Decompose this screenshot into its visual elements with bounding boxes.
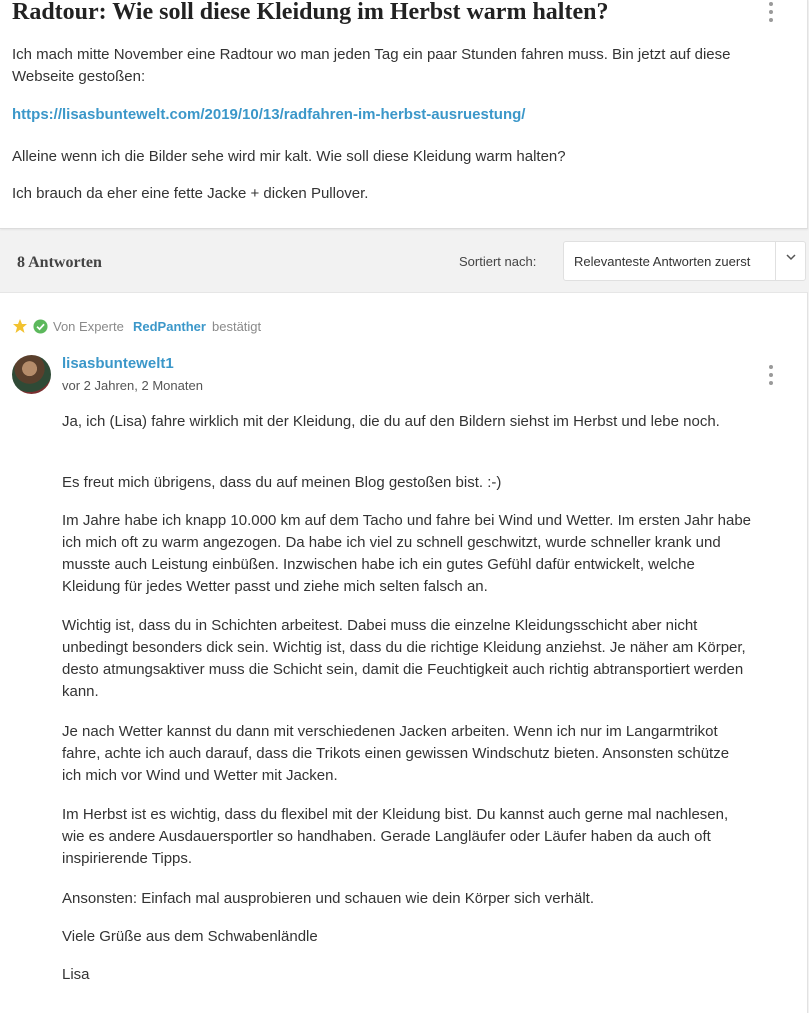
answer-paragraph-6: Im Herbst ist es wichtig, dass du flexibel mit der Kleidung bist. Du kannst auch gerne mal nachlesen, wie es andere Ausdauersportler so handhaben. Gerade Langläufer oder Läufer haben da auch oft inspirierende Tipps. bbox=[62, 806, 729, 867]
avatar[interactable] bbox=[12, 355, 51, 394]
check-circle-icon bbox=[33, 319, 48, 334]
answer-paragraph-1: Ja, ich (Lisa) fahre wirklich mit der Kleidung, die du auf den Bildern siehst im Herbst und lebe noch. bbox=[62, 413, 720, 430]
answer-card bbox=[0, 292, 808, 1013]
answer-paragraph-5: Je nach Wetter kannst du dann mit verschiedenen Jacken arbeiten. Wenn ich nur im Langarmtrikot fahre, achte ich auch darauf, dass die Trikots einen gewissen Windschutz bieten. Ansonsten schütze ich mich vor Wind und Wetter mit Jacken. bbox=[62, 723, 730, 784]
sort-divider bbox=[775, 242, 776, 280]
answer-paragraph-7: Ansonsten: Einfach mal ausprobieren und schauen wie dein Körper sich verhält. bbox=[62, 890, 594, 907]
sort-selected-value: Relevanteste Antworten zuerst bbox=[574, 254, 751, 269]
question-paragraph-3: Ich brauch da eher eine fette Jacke + dicken Pullover. bbox=[12, 185, 369, 202]
answer-author[interactable]: lisasbuntewelt1 bbox=[62, 355, 174, 372]
question-card bbox=[0, 0, 808, 229]
sort-dropdown[interactable] bbox=[563, 241, 806, 281]
star-icon bbox=[12, 318, 28, 334]
question-title: Radtour: Wie soll diese Kleidung im Herbst warm halten? bbox=[12, 0, 609, 25]
question-paragraph-2: Alleine wenn ich die Bilder sehe wird mir kalt. Wie soll diese Kleidung warm halten? bbox=[12, 148, 566, 165]
question-link[interactable]: https://lisasbuntewelt.com/2019/10/13/radfahren-im-herbst-ausruestung/ bbox=[12, 106, 526, 123]
question-paragraph-1: Ich mach mitte November eine Radtour wo man jeden Tag ein paar Stunden fahren muss. Bin jetzt auf diese Webseite gestoßen: bbox=[12, 46, 731, 85]
confirmation-prefix: Von Experte bbox=[53, 319, 124, 334]
answer-paragraph-4: Wichtig ist, dass du in Schichten arbeitest. Dabei muss die einzelne Kleidungsschicht aber nicht unbedingt besonders dick sein. Wichtig ist, dass du die richtige Kleidung anziehst. Je näher am Körper, desto atmungsaktiver muss die Schicht sein, damit die Feuchtigkeit auch richtig abtransportiert werden kann. bbox=[62, 617, 746, 700]
answers-count: 8 Antworten bbox=[17, 254, 102, 271]
answers-header bbox=[0, 232, 809, 292]
chevron-down-icon[interactable] bbox=[785, 251, 797, 263]
question-more-options-icon[interactable] bbox=[764, 0, 778, 24]
answer-more-options-icon[interactable] bbox=[764, 363, 778, 387]
answer-paragraph-3: Im Jahre habe ich knapp 10.000 km auf dem Tacho und fahre bei Wind und Wetter. Im ersten Jahr habe ich mich oft zu warm angezogen. Da habe ich viel zu schnell geschwitzt, wurde schneller krank und musste auch Leistung einbüßen. Inzwischen habe ich ein gutes Gefühl dafür entwickelt, welche Kleidung für jedes Wetter passt und ziehe mich selten falsch an. bbox=[62, 512, 752, 595]
answer-signature: Lisa bbox=[62, 966, 90, 983]
expert-name-link[interactable]: RedPanther bbox=[133, 319, 206, 334]
sort-label: Sortiert nach: bbox=[459, 254, 537, 269]
confirmation-suffix: bestätigt bbox=[212, 319, 262, 334]
answer-timestamp: vor 2 Jahren, 2 Monaten bbox=[62, 378, 203, 393]
answer-paragraph-2: Es freut mich übrigens, dass du auf meinen Blog gestoßen bist. :-) bbox=[62, 474, 502, 491]
answer-paragraph-8: Viele Grüße aus dem Schwabenländle bbox=[62, 928, 318, 945]
